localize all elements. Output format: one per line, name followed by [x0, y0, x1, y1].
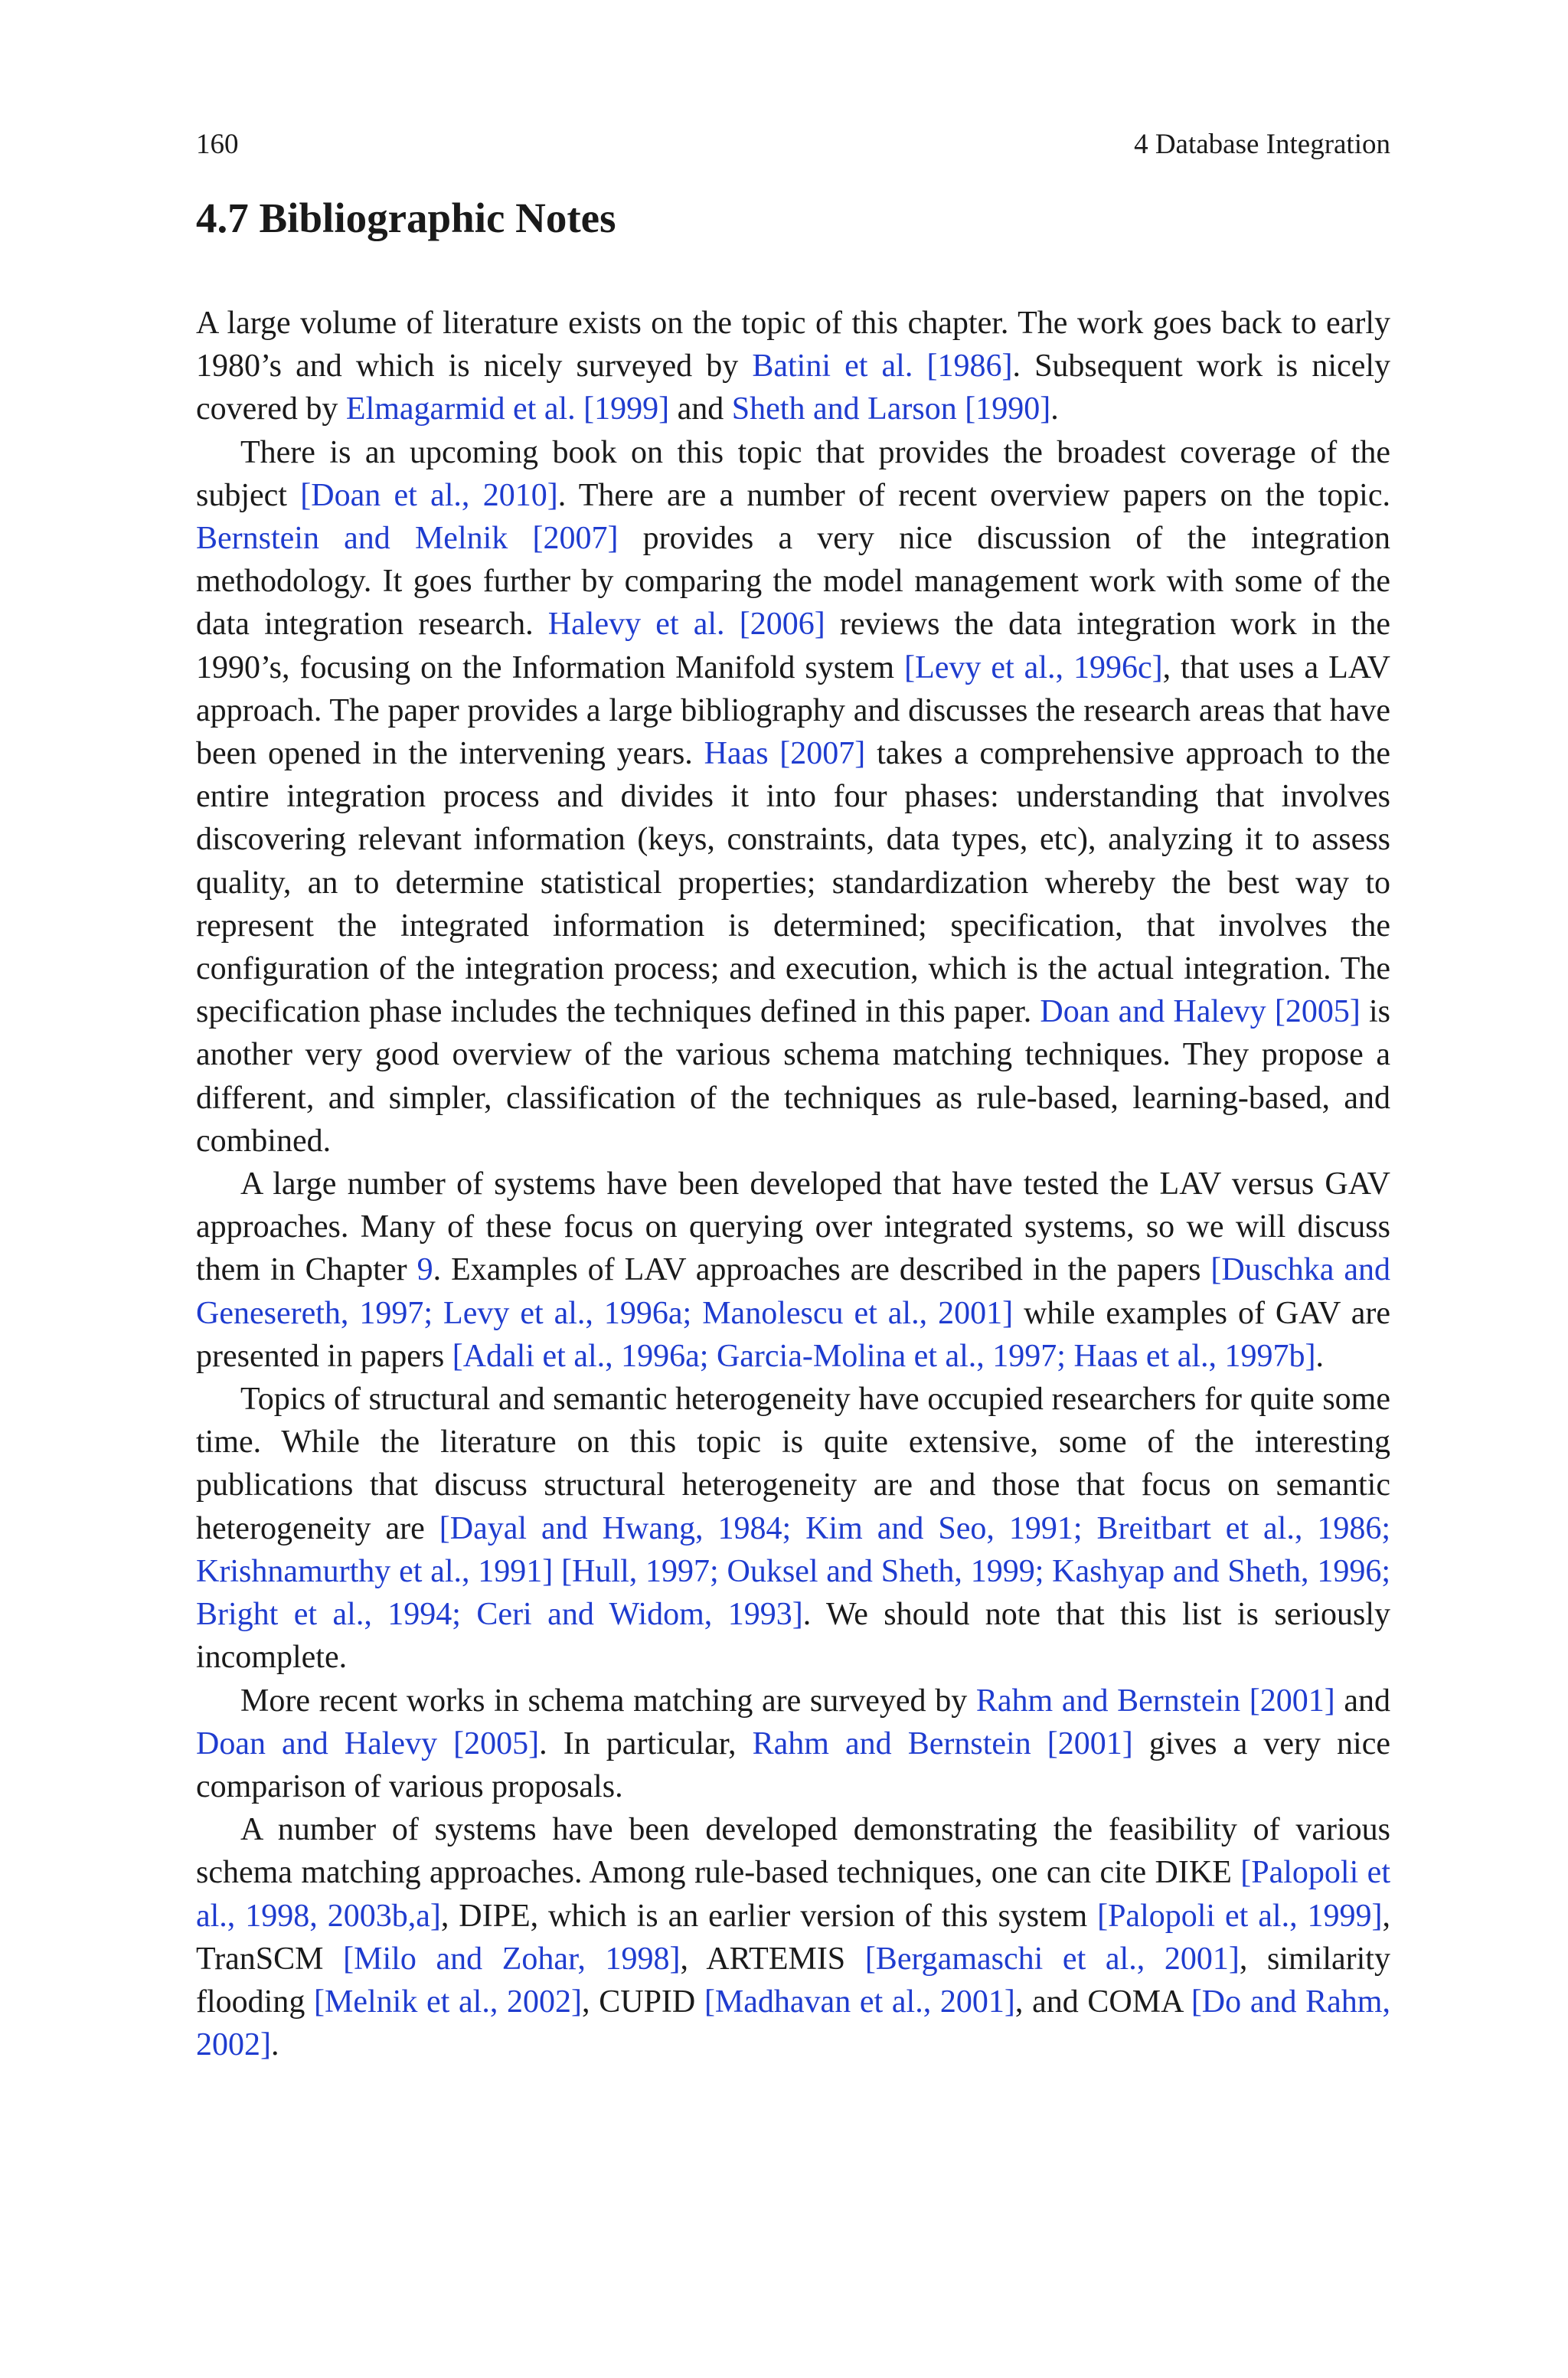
citation-link[interactable]: Batini et al. [1986]	[752, 348, 1013, 384]
citation-link[interactable]: Rahm and Bernstein [2001]	[752, 1725, 1133, 1761]
paragraph-text: . There are a number of recent overview papers on the topic.	[557, 477, 1390, 513]
paragraph-text: , CUPID	[582, 1984, 704, 2020]
chapter-running-title: 4 Database Integration	[1134, 129, 1390, 160]
citation-link[interactable]: [Palopoli et al., 1998, 2003b,a]	[196, 1855, 1390, 1934]
paragraph-text: .	[1050, 391, 1059, 427]
citation-link[interactable]: Elmagarmid et al. [1999]	[345, 391, 670, 427]
paragraph	[196, 431, 1390, 1163]
citation-link[interactable]: [Dayal and Hwang, 1984; Kim and Seo, 1991; Breitbart et al., 1986; Krishnamurthy et al., 1991]	[196, 1510, 1390, 1589]
paragraph-text: A number of systems have been developed demonstrating the feasibility of various schema matching approaches. Among rule-based techniques, one can cite DIKE	[196, 1812, 1390, 1891]
paragraph-text: gives a very nice comparison of various proposals.	[196, 1725, 1390, 1804]
paragraph	[196, 1163, 1390, 1378]
paragraph-text: , DIPE, which is an earlier version of this system	[440, 1898, 1098, 1934]
paragraph-text: . Subsequent work is nicely covered by	[196, 348, 1391, 427]
citation-link[interactable]: Bernstein and Melnik [2007]	[196, 521, 619, 557]
citation-link[interactable]: Halevy et al. [2006]	[547, 607, 825, 643]
citation-link[interactable]: [Melnik et al., 2002]	[314, 1984, 583, 2020]
citation-link[interactable]: [Palopoli et al., 1999]	[1097, 1898, 1383, 1934]
citation-link[interactable]: [Do and Rahm, 2002]	[196, 1984, 1390, 2063]
paragraph	[196, 1378, 1390, 1679]
paragraph-text: A large number of systems have been developed that have tested the LAV versus GAV approaches. Many of these focus on querying over integrated systems, so we will discuss them in Chapter	[196, 1166, 1390, 1288]
paragraph-text: There is an upcoming book on this topic that provides the broadest coverage of the subject	[196, 434, 1390, 513]
citation-link[interactable]: [Duschka and Genesereth, 1997; Levy et al., 1996a; Manolescu et al., 2001]	[196, 1252, 1390, 1331]
paragraph	[196, 1680, 1390, 1809]
citation-link[interactable]: [Bergamaschi et al., 2001]	[864, 1941, 1240, 1977]
paragraph-text: . We should note that this list is seriously incomplete.	[196, 1597, 1391, 1676]
citation-link[interactable]: Sheth and Larson [1990]	[731, 391, 1051, 427]
section-heading: 4.7 Bibliographic Notes	[196, 195, 616, 241]
paragraph-text: and	[1334, 1683, 1390, 1719]
citation-link[interactable]: [Levy et al., 1996c]	[904, 649, 1163, 685]
paragraph	[196, 1808, 1390, 2066]
paragraph-text: , that uses a LAV approach. The paper provides a large bibliography and discusses the research areas that have been opened in the intervening years.	[196, 649, 1390, 772]
paragraph-text: A large volume of literature exists on the topic of this chapter. The work goes back to early 1980’s and which is nicely surveyed by	[196, 306, 1390, 384]
paragraph-text: , and COMA	[1014, 1984, 1191, 2020]
body-text	[196, 302, 1390, 2066]
paragraph-text: Topics of structural and semantic heterogeneity have occupied researchers for quite some time. While the literature on this topic is quite extensive, some of the interesting publications that discuss structural heterogeneity are and those that focus on semantic heterogeneity are	[196, 1382, 1390, 1546]
paragraph-text: , TranSCM	[196, 1898, 1390, 1977]
citation-link[interactable]: Haas [2007]	[704, 736, 866, 772]
paragraph-text: . In particular,	[539, 1725, 753, 1761]
paragraph-text: is another very good overview of the various schema matching techniques. They propose a different, and simpler, classification of the techniques as rule-based, learning-based, and combined.	[196, 994, 1391, 1159]
paragraph-text: , ARTEMIS	[680, 1941, 865, 1977]
paragraph-text: . Examples of LAV approaches are described in the papers	[433, 1252, 1211, 1288]
paragraph-text	[553, 1554, 561, 1589]
paragraph	[196, 302, 1390, 431]
running-head	[196, 126, 1390, 164]
citation-link[interactable]: Doan and Halevy [2005]	[1040, 994, 1361, 1030]
paragraph-text: reviews the data integration work in the 1990’s, focusing on the Information Manifold system	[196, 607, 1390, 685]
citation-link[interactable]: [Hull, 1997; Ouksel and Sheth, 1999; Kashyap and Sheth, 1996; Bright et al., 1994; Ceri and Widom, 1993]	[196, 1553, 1390, 1633]
paragraph-text: and	[669, 391, 732, 427]
citation-link[interactable]: [Madhavan et al., 2001]	[704, 1984, 1015, 2020]
citation-link[interactable]: Doan and Halevy [2005]	[196, 1725, 540, 1761]
citation-link[interactable]: [Milo and Zohar, 1998]	[343, 1941, 681, 1977]
citation-link[interactable]: [Doan et al., 2010]	[300, 477, 558, 513]
citation-link[interactable]: Rahm and Bernstein [2001]	[975, 1683, 1335, 1719]
citation-link[interactable]: 9	[416, 1252, 433, 1288]
page-number: 160	[196, 129, 239, 160]
paragraph-text: , similarity flooding	[196, 1941, 1390, 2020]
paragraph-text: provides a very nice discussion of the integration methodology. It goes further by comparing the model management work with some of the data integration research.	[196, 521, 1391, 643]
paragraph-text: .	[271, 2027, 279, 2063]
paragraph-text: takes a comprehensive approach to the entire integration process and divides it into four phases: understanding that involves discovering relevant information (keys, constraints, data types, etc), analyzing it to assess quality, an to determine statistical properties; standardization whereby the best way to represent the integrated information is determined; specification, that involves the configuration of the integration process; and execution, which is the actual integration. The specification phase includes the techniques defined in this paper.	[196, 736, 1390, 1030]
paragraph-text: .	[1315, 1338, 1325, 1374]
citation-link[interactable]: [Adali et al., 1996a; Garcia-Molina et al., 1997; Haas et al., 1997b]	[452, 1338, 1316, 1374]
paragraph-text: while examples of GAV are presented in papers	[196, 1295, 1391, 1374]
paragraph-text: More recent works in schema matching are surveyed by	[240, 1683, 976, 1719]
